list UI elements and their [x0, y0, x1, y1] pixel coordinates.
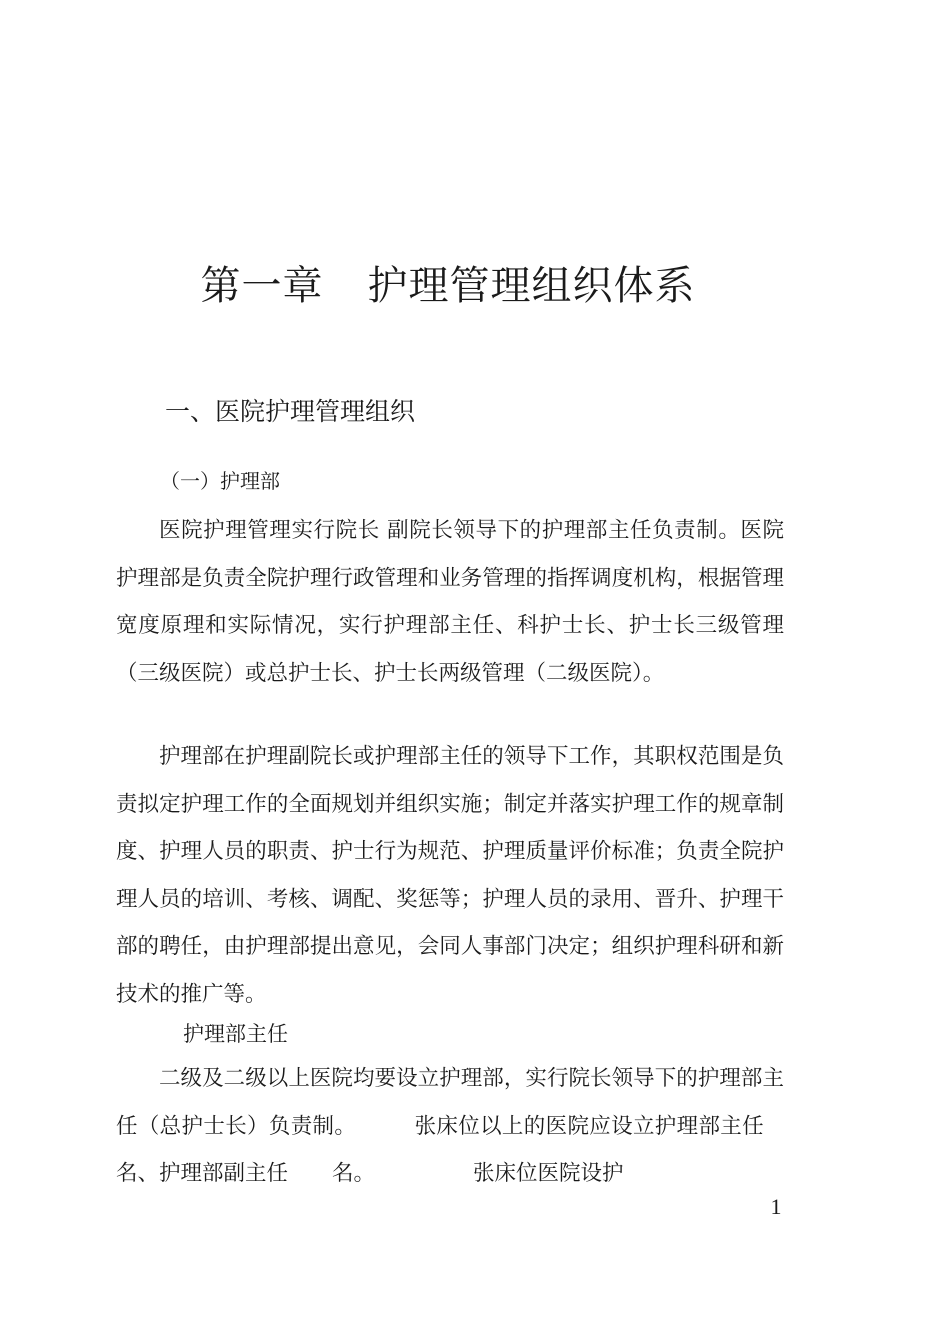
p3-text-5: 张床位医院设护 — [473, 1161, 624, 1186]
subsection-heading: （一）护理部 — [160, 469, 280, 493]
page-number: 1 — [770, 1194, 782, 1219]
p3-text-1: 二级及二级以上医院均要设立护理部，实行院长领导下的护理部主任（总护士长）负责制。 — [116, 1066, 784, 1139]
section-heading: 一、医院护理管理组织 — [165, 397, 416, 426]
subheading-nursing-director: 护理部主任 — [183, 1022, 288, 1046]
p3-text-3: 名、护理部副主任 — [116, 1161, 289, 1186]
paragraph-3 — [116, 1055, 784, 1198]
paragraph-2: 护理部在护理副院长或护理部主任的领导下工作，其职权范围是负责拟定护理工作的全面规划并组织实施；制定并落实护理工作的规章制度、护理人员的职责、护士行为规范、护理质量评价标准；负责全院护理人员的培训、考核、调配、奖惩等；护理人员的录用、晋升、护理干部的聘任，由护理部提出意见，会同人事部门决定；组织护理科研和新技术的推广等。 — [116, 744, 784, 1007]
p3-text-4: 名。 — [332, 1161, 376, 1186]
chapter-name: 护理管理组织体系 — [367, 263, 696, 309]
chapter-title — [0, 258, 896, 314]
paragraph-1: 医院护理管理实行院长 副院长领导下的护理部主任负责制。医院护理部是负责全院护理行政管理和业务管理的指挥调度机构，根据管理宽度原理和实际情况，实行护理部主任、科护士长、护士长三级管理（三级医院）或总护士长、护士长两级管理（二级医院）。 — [116, 518, 784, 686]
chapter-number: 第一章 — [200, 263, 324, 309]
p3-text-2: 张床位以上的医院应设立护理部主任 — [414, 1113, 764, 1139]
